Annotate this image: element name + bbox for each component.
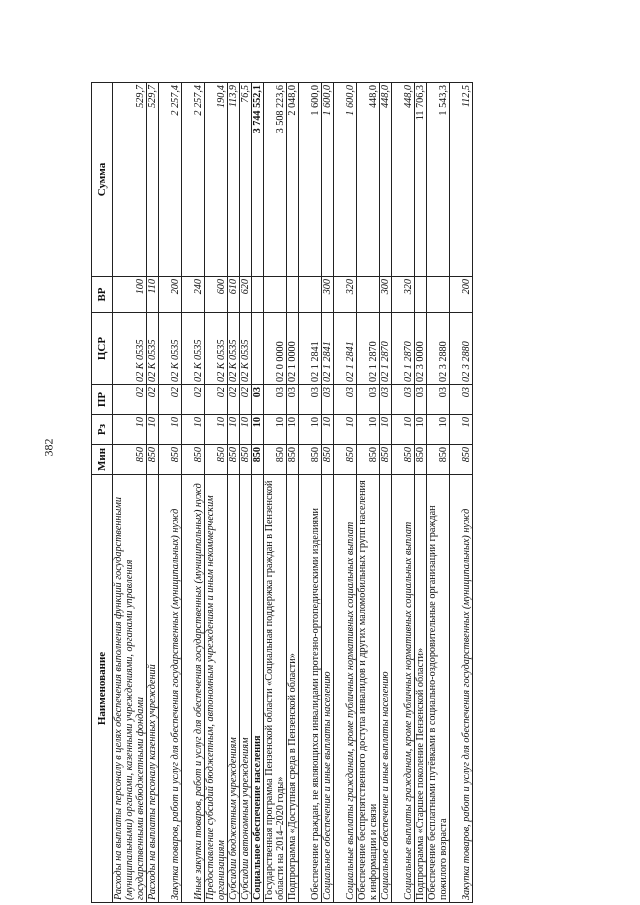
row-name-cell: Обеспечение бесплатными путёвками в социально-оздоровительные организации граждан пожилого возраста — [427, 475, 450, 903]
min-cell: 850 — [240, 445, 252, 475]
csr-cell: 02 К 0535 — [159, 313, 182, 385]
sum-cell: 1 600,0 — [322, 83, 334, 277]
table-row — [299, 83, 322, 903]
rz-cell: 10 — [113, 415, 147, 445]
csr-cell: 02 0 0000 — [264, 313, 287, 385]
csr-cell: 02 К 0535 — [147, 313, 159, 385]
sum-cell: 529,7 — [147, 83, 159, 277]
table-row — [228, 83, 240, 903]
column-header-pr: ПР — [92, 385, 113, 415]
rz-cell: 10 — [392, 415, 415, 445]
min-cell: 850 — [427, 445, 450, 475]
vr-cell — [252, 277, 264, 313]
column-header-sum: Сумма — [92, 83, 113, 277]
sum-cell: 448,0 — [357, 83, 380, 277]
pr-cell: 03 — [450, 385, 473, 415]
vr-cell: 110 — [147, 277, 159, 313]
budget-table-container — [91, 83, 555, 903]
row-name-cell: Социальные выплаты гражданам, кроме публичных нормативных социальных выплат — [392, 475, 415, 903]
rz-cell: 10 — [322, 415, 334, 445]
rz-cell: 10 — [252, 415, 264, 445]
csr-cell: 02 1 0000 — [287, 313, 299, 385]
rz-cell: 10 — [264, 415, 287, 445]
vr-cell: 200 — [159, 277, 182, 313]
pr-cell: 03 — [299, 385, 322, 415]
csr-cell: 02 1 2870 — [380, 313, 392, 385]
rz-cell: 10 — [427, 415, 450, 445]
min-cell: 850 — [450, 445, 473, 475]
vr-cell — [287, 277, 299, 313]
sum-cell: 529,7 — [113, 83, 147, 277]
row-name-cell: Обеспечение граждан, не являющихся инвалидами протезно-ортопедическими изделиями — [299, 475, 322, 903]
rz-cell: 10 — [415, 415, 427, 445]
pr-cell: 03 — [252, 385, 264, 415]
column-header-csr: ЦСР — [92, 313, 113, 385]
min-cell: 850 — [252, 445, 264, 475]
table-row — [264, 83, 287, 903]
pr-cell: 03 — [415, 385, 427, 415]
table-row — [252, 83, 264, 903]
rz-cell: 10 — [182, 415, 205, 445]
vr-cell: 200 — [450, 277, 473, 313]
vr-cell: 300 — [380, 277, 392, 313]
table-row — [240, 83, 252, 903]
pr-cell: 03 — [264, 385, 287, 415]
rz-cell: 10 — [240, 415, 252, 445]
vr-cell: 100 — [113, 277, 147, 313]
row-name-cell: Закупка товаров, работ и услуг для обеспечения государственных (муниципальных) нужд — [450, 475, 473, 903]
row-name-cell: Государственная программа Пензенской области «Социальная поддержка граждан в Пензенской области на 2014–2020 годы» — [264, 475, 287, 903]
table-row — [113, 83, 147, 903]
vr-cell: 620 — [240, 277, 252, 313]
csr-cell: 02 К 0535 — [228, 313, 240, 385]
vr-cell — [357, 277, 380, 313]
pr-cell: 03 — [357, 385, 380, 415]
rz-cell: 10 — [159, 415, 182, 445]
csr-cell: 02 1 2841 — [322, 313, 334, 385]
vr-cell — [299, 277, 322, 313]
csr-cell: 02 К 0535 — [240, 313, 252, 385]
csr-cell: 02 1 2870 — [357, 313, 380, 385]
row-name-cell: Расходы на выплаты персоналу в целях обеспечения выполнения функций государственными (муниципальными) органами, казенными учреждениями, органами управления государственными внебюджетными фондами — [113, 475, 147, 903]
vr-cell: 320 — [392, 277, 415, 313]
min-cell: 850 — [322, 445, 334, 475]
row-name-cell: Социальное обеспечение и иные выплаты населению — [380, 475, 392, 903]
pr-cell: 03 — [334, 385, 357, 415]
csr-cell — [252, 313, 264, 385]
rz-cell: 10 — [299, 415, 322, 445]
vr-cell: 600 — [205, 277, 228, 313]
min-cell: 850 — [334, 445, 357, 475]
vr-cell: 610 — [228, 277, 240, 313]
min-cell: 850 — [415, 445, 427, 475]
row-name-cell: Социальное обеспечение и иные выплаты населению — [322, 475, 334, 903]
table-row — [450, 83, 473, 903]
sum-cell: 2 048,0 — [287, 83, 299, 277]
sum-cell: 2 257,4 — [182, 83, 205, 277]
table-row — [380, 83, 392, 903]
min-cell: 850 — [205, 445, 228, 475]
min-cell: 850 — [299, 445, 322, 475]
row-name-cell: Подпрограмма «Старшее поколение Пензенской области» — [415, 475, 427, 903]
pr-cell: 02 — [159, 385, 182, 415]
table-row — [159, 83, 182, 903]
min-cell: 850 — [147, 445, 159, 475]
min-cell: 850 — [182, 445, 205, 475]
budget-table — [91, 82, 473, 903]
min-cell: 850 — [380, 445, 392, 475]
csr-cell: 02 3 2880 — [427, 313, 450, 385]
row-name-cell: Субсидии бюджетным учреждениям — [228, 475, 240, 903]
rz-cell: 10 — [334, 415, 357, 445]
min-cell: 850 — [113, 445, 147, 475]
csr-cell: 02 К 0535 — [113, 313, 147, 385]
table-body — [113, 83, 473, 903]
pr-cell: 02 — [113, 385, 147, 415]
column-header-rz: Рз — [92, 415, 113, 445]
pr-cell: 03 — [322, 385, 334, 415]
table-row — [205, 83, 228, 903]
rz-cell: 10 — [450, 415, 473, 445]
pr-cell: 03 — [427, 385, 450, 415]
column-header-vr: ВР — [92, 277, 113, 313]
sum-cell: 448,0 — [392, 83, 415, 277]
rz-cell: 10 — [287, 415, 299, 445]
pr-cell: 02 — [205, 385, 228, 415]
sum-cell: 2 257,4 — [159, 83, 182, 277]
csr-cell: 02 К 0535 — [205, 313, 228, 385]
row-name-cell: Социальные выплаты гражданам, кроме публичных нормативных социальных выплат — [334, 475, 357, 903]
column-header-min: Мин — [92, 445, 113, 475]
row-name-cell: Социальное обеспечение населения — [252, 475, 264, 903]
rz-cell: 10 — [228, 415, 240, 445]
row-name-cell: Обеспечение беспрепятственного доступа инвалидов и других маломобильных групп населения к информации и связи — [357, 475, 380, 903]
sum-cell: 1 600,0 — [299, 83, 322, 277]
row-name-cell: Предоставление субсидий бюджетным, автономным учреждениям и иным некоммерческим организациям — [205, 475, 228, 903]
rz-cell: 10 — [357, 415, 380, 445]
min-cell: 850 — [357, 445, 380, 475]
vr-cell: 320 — [334, 277, 357, 313]
table-header — [92, 83, 113, 903]
sum-cell: 3 744 552,1 — [252, 83, 264, 277]
csr-cell: 02 К 0535 — [182, 313, 205, 385]
vr-cell: 240 — [182, 277, 205, 313]
rz-cell: 10 — [380, 415, 392, 445]
pr-cell: 03 — [287, 385, 299, 415]
sum-cell: 11 706,3 — [415, 83, 427, 277]
table-row — [392, 83, 415, 903]
vr-cell — [415, 277, 427, 313]
csr-cell: 02 1 2870 — [392, 313, 415, 385]
csr-cell: 02 3 0000 — [415, 313, 427, 385]
table-row — [357, 83, 380, 903]
row-name-cell: Субсидии автономным учреждениям — [240, 475, 252, 903]
row-name-cell: Расходы на выплаты персоналу казенных учреждений — [147, 475, 159, 903]
min-cell: 850 — [228, 445, 240, 475]
rz-cell: 10 — [147, 415, 159, 445]
sum-cell: 76,5 — [240, 83, 252, 277]
column-header-name: Наименование — [92, 475, 113, 903]
page-number: 382 — [41, 438, 56, 457]
csr-cell: 02 3 2880 — [450, 313, 473, 385]
sum-cell: 190,4 — [205, 83, 228, 277]
vr-cell — [427, 277, 450, 313]
table-row — [415, 83, 427, 903]
rz-cell: 10 — [205, 415, 228, 445]
table-row — [322, 83, 334, 903]
row-name-cell: Закупка товаров, работ и услуг для обеспечения государственных (муниципальных) нужд — [159, 475, 182, 903]
vr-cell: 300 — [322, 277, 334, 313]
sum-cell: 448,0 — [380, 83, 392, 277]
pr-cell: 03 — [380, 385, 392, 415]
table-row — [287, 83, 299, 903]
table-row — [147, 83, 159, 903]
pr-cell: 02 — [240, 385, 252, 415]
min-cell: 850 — [392, 445, 415, 475]
sum-cell: 1 543,3 — [427, 83, 450, 277]
table-row — [334, 83, 357, 903]
csr-cell: 02 1 2841 — [299, 313, 322, 385]
csr-cell: 02 1 2841 — [334, 313, 357, 385]
row-name-cell: Подпрограмма «Доступная среда в Пензенской области» — [287, 475, 299, 903]
pr-cell: 03 — [392, 385, 415, 415]
table-row — [427, 83, 450, 903]
pr-cell: 02 — [147, 385, 159, 415]
sum-cell: 112,5 — [450, 83, 473, 277]
table-row — [182, 83, 205, 903]
min-cell: 850 — [159, 445, 182, 475]
sum-cell: 113,9 — [228, 83, 240, 277]
min-cell: 850 — [287, 445, 299, 475]
sum-cell: 3 508 223,6 — [264, 83, 287, 277]
pr-cell: 02 — [228, 385, 240, 415]
pr-cell: 02 — [182, 385, 205, 415]
min-cell: 850 — [264, 445, 287, 475]
vr-cell — [264, 277, 287, 313]
row-name-cell: Иные закупки товаров, работ и услуг для обеспечения государственных (муниципальных) нужд — [182, 475, 205, 903]
sum-cell: 1 600,0 — [334, 83, 357, 277]
